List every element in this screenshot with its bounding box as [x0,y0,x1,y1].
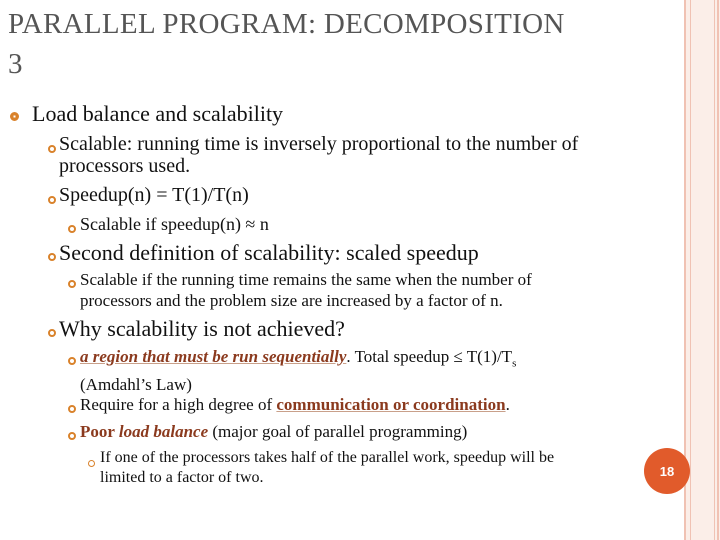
decorative-line [717,0,719,540]
bullet-item-level1 [10,101,283,126]
subscript: s [512,357,517,370]
bullet-icon [68,225,76,233]
slide-title [8,4,698,84]
bullet-icon [48,145,56,153]
bullet-item-level3 [68,421,467,442]
highlight-load-balance: load balance [118,422,209,441]
slide-title-line1: PARALLEL PROGRAM: DECOMPOSITION [8,8,565,40]
bullet-text-pre: Poor [80,422,119,441]
bullet-icon [68,280,76,288]
bullet-text-continued: limited to a factor of two. [100,469,264,486]
bullet-text: Second definition of scalability: scaled speedup [59,240,479,265]
bullet-item-level2 [48,240,479,265]
bullet-item-level3 [68,214,269,235]
bullet-item-level4 [88,448,554,488]
bullet-icon [68,432,76,440]
bullet-text-continued: processors and the problem size are increased by a factor of n. [80,291,503,310]
bullet-icon [48,196,56,204]
bullet-text-post: . [505,395,510,414]
bullet-text: If one of the processors takes half of the parallel work, speedup will be [100,449,555,466]
bullet-text [80,421,467,442]
highlight-communication: communication or coordination [276,395,506,414]
bullet-icon [68,405,76,413]
bullet-text-rest: . Total speedup ≤ T(1)/T [346,347,513,366]
bullet-text: Scalable: running time is inversely proportional to the number of [59,133,579,155]
bullet-text: Speedup(n) = T(1)/T(n) [59,184,249,206]
decorative-line [714,0,715,540]
bullet-item-level3 [68,346,516,395]
bullet-icon [48,253,56,261]
bullet-text: Why scalability is not achieved? [59,316,345,341]
bullet-icon [88,460,95,467]
bullet-item-level2 [48,184,249,206]
bullet-text-pre: Require for a high degree of [80,395,277,414]
bullet-text: Load balance and scalability [32,101,284,126]
slide-title-line2: 3 [8,48,23,80]
bullet-text-continued: (Amdahl’s Law) [80,375,192,395]
bullet-icon [48,329,56,337]
highlight-sequential: a region that must be run sequentially [80,347,347,366]
bullet-item-level3 [68,269,532,311]
bullet-text [80,394,510,415]
bullet-text-post: (major goal of parallel programming) [208,422,468,441]
bullet-text [80,346,516,374]
bullet-icon [68,357,76,365]
bullet-item-level2 [48,316,345,341]
bullet-text: Scalable if speedup(n) ≈ n [80,214,269,234]
bullet-item-level3 [68,394,510,415]
bullet-item-level2 [48,133,578,177]
bullet-text: Scalable if the running time remains the same when the number of [80,270,532,289]
bullet-icon [10,112,19,121]
slide-number-badge: 18 [644,448,690,494]
bullet-text-continued: processors used. [59,155,191,177]
